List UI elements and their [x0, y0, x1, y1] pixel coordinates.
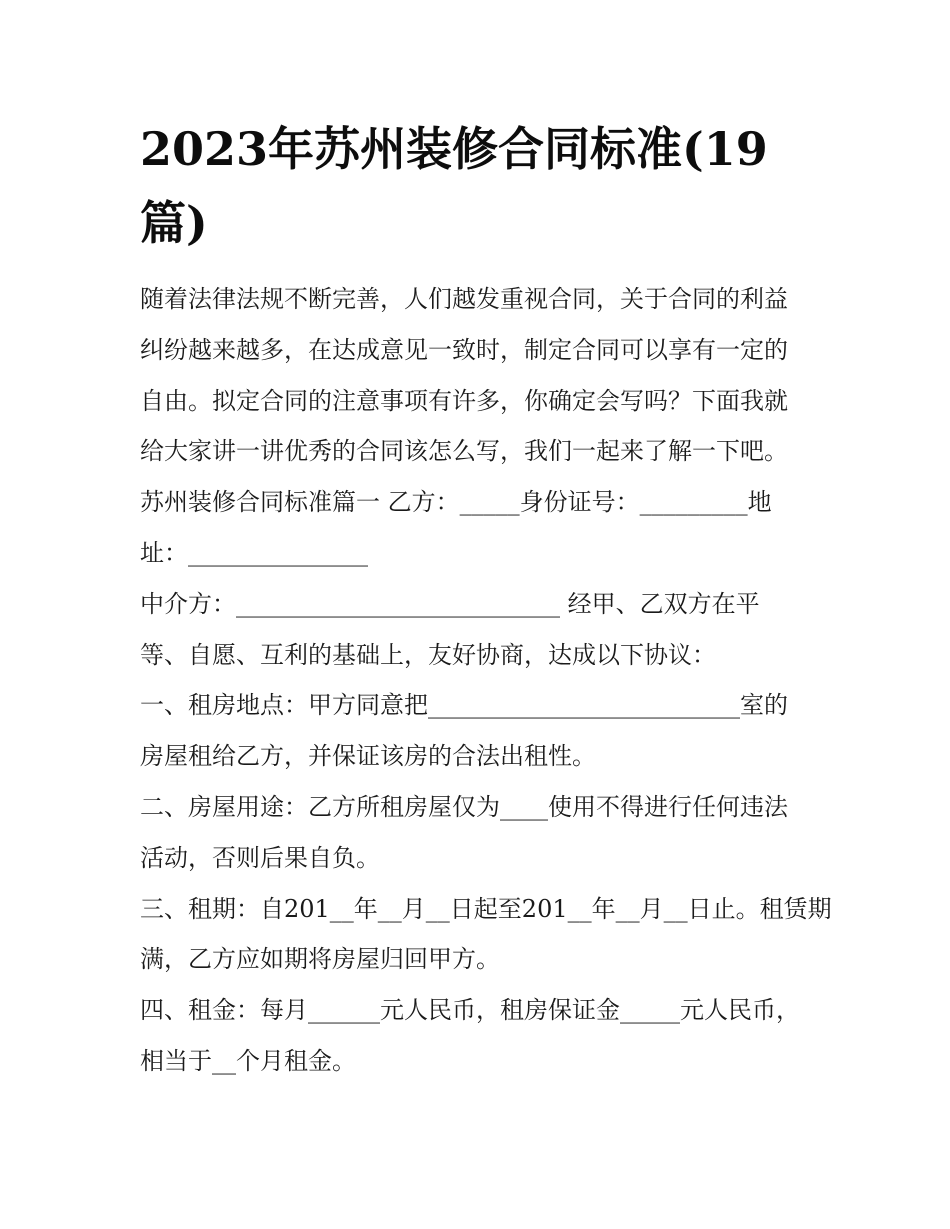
- body-line: 房屋租给乙方，并保证该房的合法出租性。: [140, 742, 596, 771]
- body-line: 四、租金：每月______元人民币，租房保证金_____元人民币，: [140, 996, 800, 1025]
- body-line: 等、自愿、互利的基础上，友好协商，达成以下协议：: [140, 640, 716, 669]
- body-line: 中介方：___________________________ 经甲、乙双方在平: [140, 589, 760, 618]
- body-line: 随着法律法规不断完善，人们越发重视合同，关于合同的利益: [140, 285, 788, 313]
- document-body: [140, 274, 832, 1087]
- body-line: 满，乙方应如期将房屋归回甲方。: [140, 945, 500, 974]
- body-line: 给大家讲一讲优秀的合同该怎么写，我们一起来了解一下吧。: [140, 437, 788, 466]
- body-line: 苏州装修合同标准篇一 乙方：_____身份证号：_________地: [140, 488, 772, 517]
- body-line: 纠纷越来越多，在达成意见一致时，制定合同可以享有一定的: [140, 335, 788, 364]
- body-line: 一、租房地点：甲方同意把__________________________室的: [140, 691, 788, 720]
- title-line: 2023年苏州装修合同标准(19: [140, 122, 768, 176]
- title-line: 篇): [140, 196, 208, 250]
- body-line: 三、租期：自201__年__月__日起至201__年__月__日止。租赁期: [140, 894, 832, 923]
- document-title: [140, 112, 820, 260]
- body-line: 自由。拟定合同的注意事项有许多，你确定会写吗？下面我就: [140, 386, 788, 415]
- body-line: 址：_______________: [140, 538, 368, 567]
- body-line: 相当于__个月租金。: [140, 1046, 356, 1075]
- body-line: 活动，否则后果自负。: [140, 843, 380, 872]
- body-line: 二、房屋用途：乙方所租房屋仅为____使用不得进行任何违法: [140, 792, 788, 821]
